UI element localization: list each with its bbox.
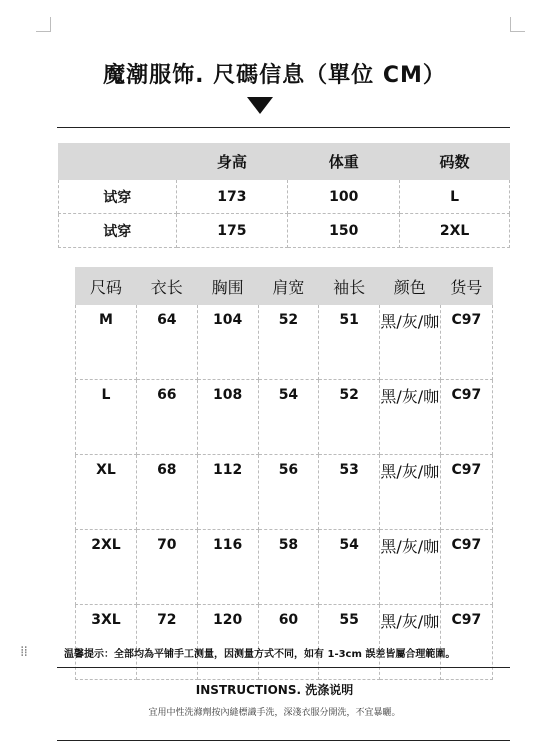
fitting-header-cell: 身高 xyxy=(176,144,288,180)
table-cell: 55 xyxy=(319,605,380,680)
table-cell: 51 xyxy=(319,305,380,380)
table-cell: C97 xyxy=(440,455,492,530)
table-cell: 120 xyxy=(197,605,258,680)
table-cell: C97 xyxy=(440,530,492,605)
table-cell: 64 xyxy=(136,305,197,380)
table-row xyxy=(76,305,493,380)
instructions-text: 宜用中性洗滌劑按內縫標識手洗，深淺衣服分開洗，不宜暴曬。 xyxy=(148,708,401,718)
table-cell: 70 xyxy=(136,530,197,605)
instructions-title: INSTRUCTIONS. 洗涤说明 xyxy=(195,683,354,697)
table-cell: 53 xyxy=(319,455,380,530)
table-cell: 173 xyxy=(176,180,288,214)
table-cell: C97 xyxy=(440,305,492,380)
table-cell: 112 xyxy=(197,455,258,530)
table-cell: C97 xyxy=(440,380,492,455)
size-header-cell: 货号 xyxy=(440,268,492,305)
table-row xyxy=(76,530,493,605)
table-cell: 116 xyxy=(197,530,258,605)
size-header-cell: 颜色 xyxy=(379,268,440,305)
table-cell: 试穿 xyxy=(59,180,177,214)
table-cell: 2XL xyxy=(400,214,510,248)
table-cell: 72 xyxy=(136,605,197,680)
table-cell-color: 黑/灰/咖 xyxy=(379,305,440,380)
page-corner-mark-left xyxy=(36,17,51,32)
divider-bottom xyxy=(57,740,510,741)
page-corner-mark-right xyxy=(510,17,525,32)
size-chart-table xyxy=(75,267,493,680)
divider-top xyxy=(57,127,510,128)
table-cell: 60 xyxy=(258,605,319,680)
measurement-note: 温馨提示：全部均為平铺手工测量，因测量方式不同，如有 1-3cm 誤差皆屬合理範圍。 xyxy=(64,649,456,660)
table-row xyxy=(59,214,510,248)
table-row xyxy=(59,180,510,214)
page-title: 魔潮服饰. 尺碼信息（單位 CM） xyxy=(103,63,446,88)
table-cell: C97 xyxy=(440,605,492,680)
size-header-cell: 肩宽 xyxy=(258,268,319,305)
fitting-table-header xyxy=(59,144,510,180)
table-cell: 2XL xyxy=(76,530,137,605)
fitting-header-cell: 码数 xyxy=(400,144,510,180)
size-header-cell: 尺码 xyxy=(76,268,137,305)
fitting-table xyxy=(58,143,510,248)
table-cell-color: 黑/灰/咖 xyxy=(379,380,440,455)
table-cell: 100 xyxy=(288,180,400,214)
table-cell: 66 xyxy=(136,380,197,455)
table-row xyxy=(76,455,493,530)
table-cell: 68 xyxy=(136,455,197,530)
table-cell-color: 黑/灰/咖 xyxy=(379,605,440,680)
size-chart-header xyxy=(76,268,493,305)
table-cell: 52 xyxy=(319,380,380,455)
drag-handle-icon[interactable]: ⁞⁞ xyxy=(20,644,27,660)
table-cell-color: 黑/灰/咖 xyxy=(379,455,440,530)
table-cell: 试穿 xyxy=(59,214,177,248)
table-cell: XL xyxy=(76,455,137,530)
table-cell-color: 黑/灰/咖 xyxy=(379,530,440,605)
table-cell: 3XL xyxy=(76,605,137,680)
table-cell: 150 xyxy=(288,214,400,248)
size-header-cell: 衣长 xyxy=(136,268,197,305)
table-row xyxy=(76,380,493,455)
table-cell: 56 xyxy=(258,455,319,530)
table-cell: 104 xyxy=(197,305,258,380)
table-cell: 54 xyxy=(258,380,319,455)
table-cell: 175 xyxy=(176,214,288,248)
table-cell: 52 xyxy=(258,305,319,380)
down-arrow-icon xyxy=(247,97,273,114)
table-cell: 108 xyxy=(197,380,258,455)
fitting-header-cell: 体重 xyxy=(288,144,400,180)
fitting-header-cell xyxy=(59,144,177,180)
table-cell: 58 xyxy=(258,530,319,605)
table-cell: 54 xyxy=(319,530,380,605)
size-header-cell: 胸围 xyxy=(197,268,258,305)
divider-middle xyxy=(57,667,510,668)
table-cell: M xyxy=(76,305,137,380)
table-cell: L xyxy=(76,380,137,455)
table-cell: L xyxy=(400,180,510,214)
size-header-cell: 袖长 xyxy=(319,268,380,305)
table-row xyxy=(76,605,493,680)
